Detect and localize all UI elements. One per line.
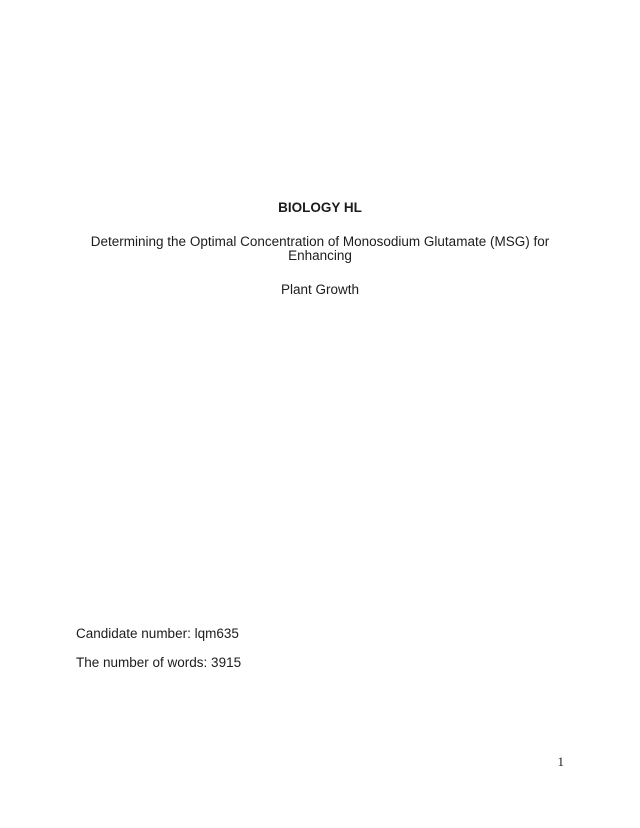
- word-count-line: The number of words: 3915: [76, 655, 242, 670]
- document-subtitle-line1: Determining the Optimal Concentration of Monosodium Glutamate (MSG) for Enhancing: [90, 234, 550, 263]
- page-number: 1: [557, 754, 564, 769]
- document-subtitle-line2: Plant Growth: [280, 282, 360, 297]
- document-title: BIOLOGY HL: [278, 200, 362, 215]
- candidate-number-line: Candidate number: lqm635: [76, 626, 239, 641]
- candidate-info-block: [76, 627, 565, 685]
- title-block: [75, 201, 565, 317]
